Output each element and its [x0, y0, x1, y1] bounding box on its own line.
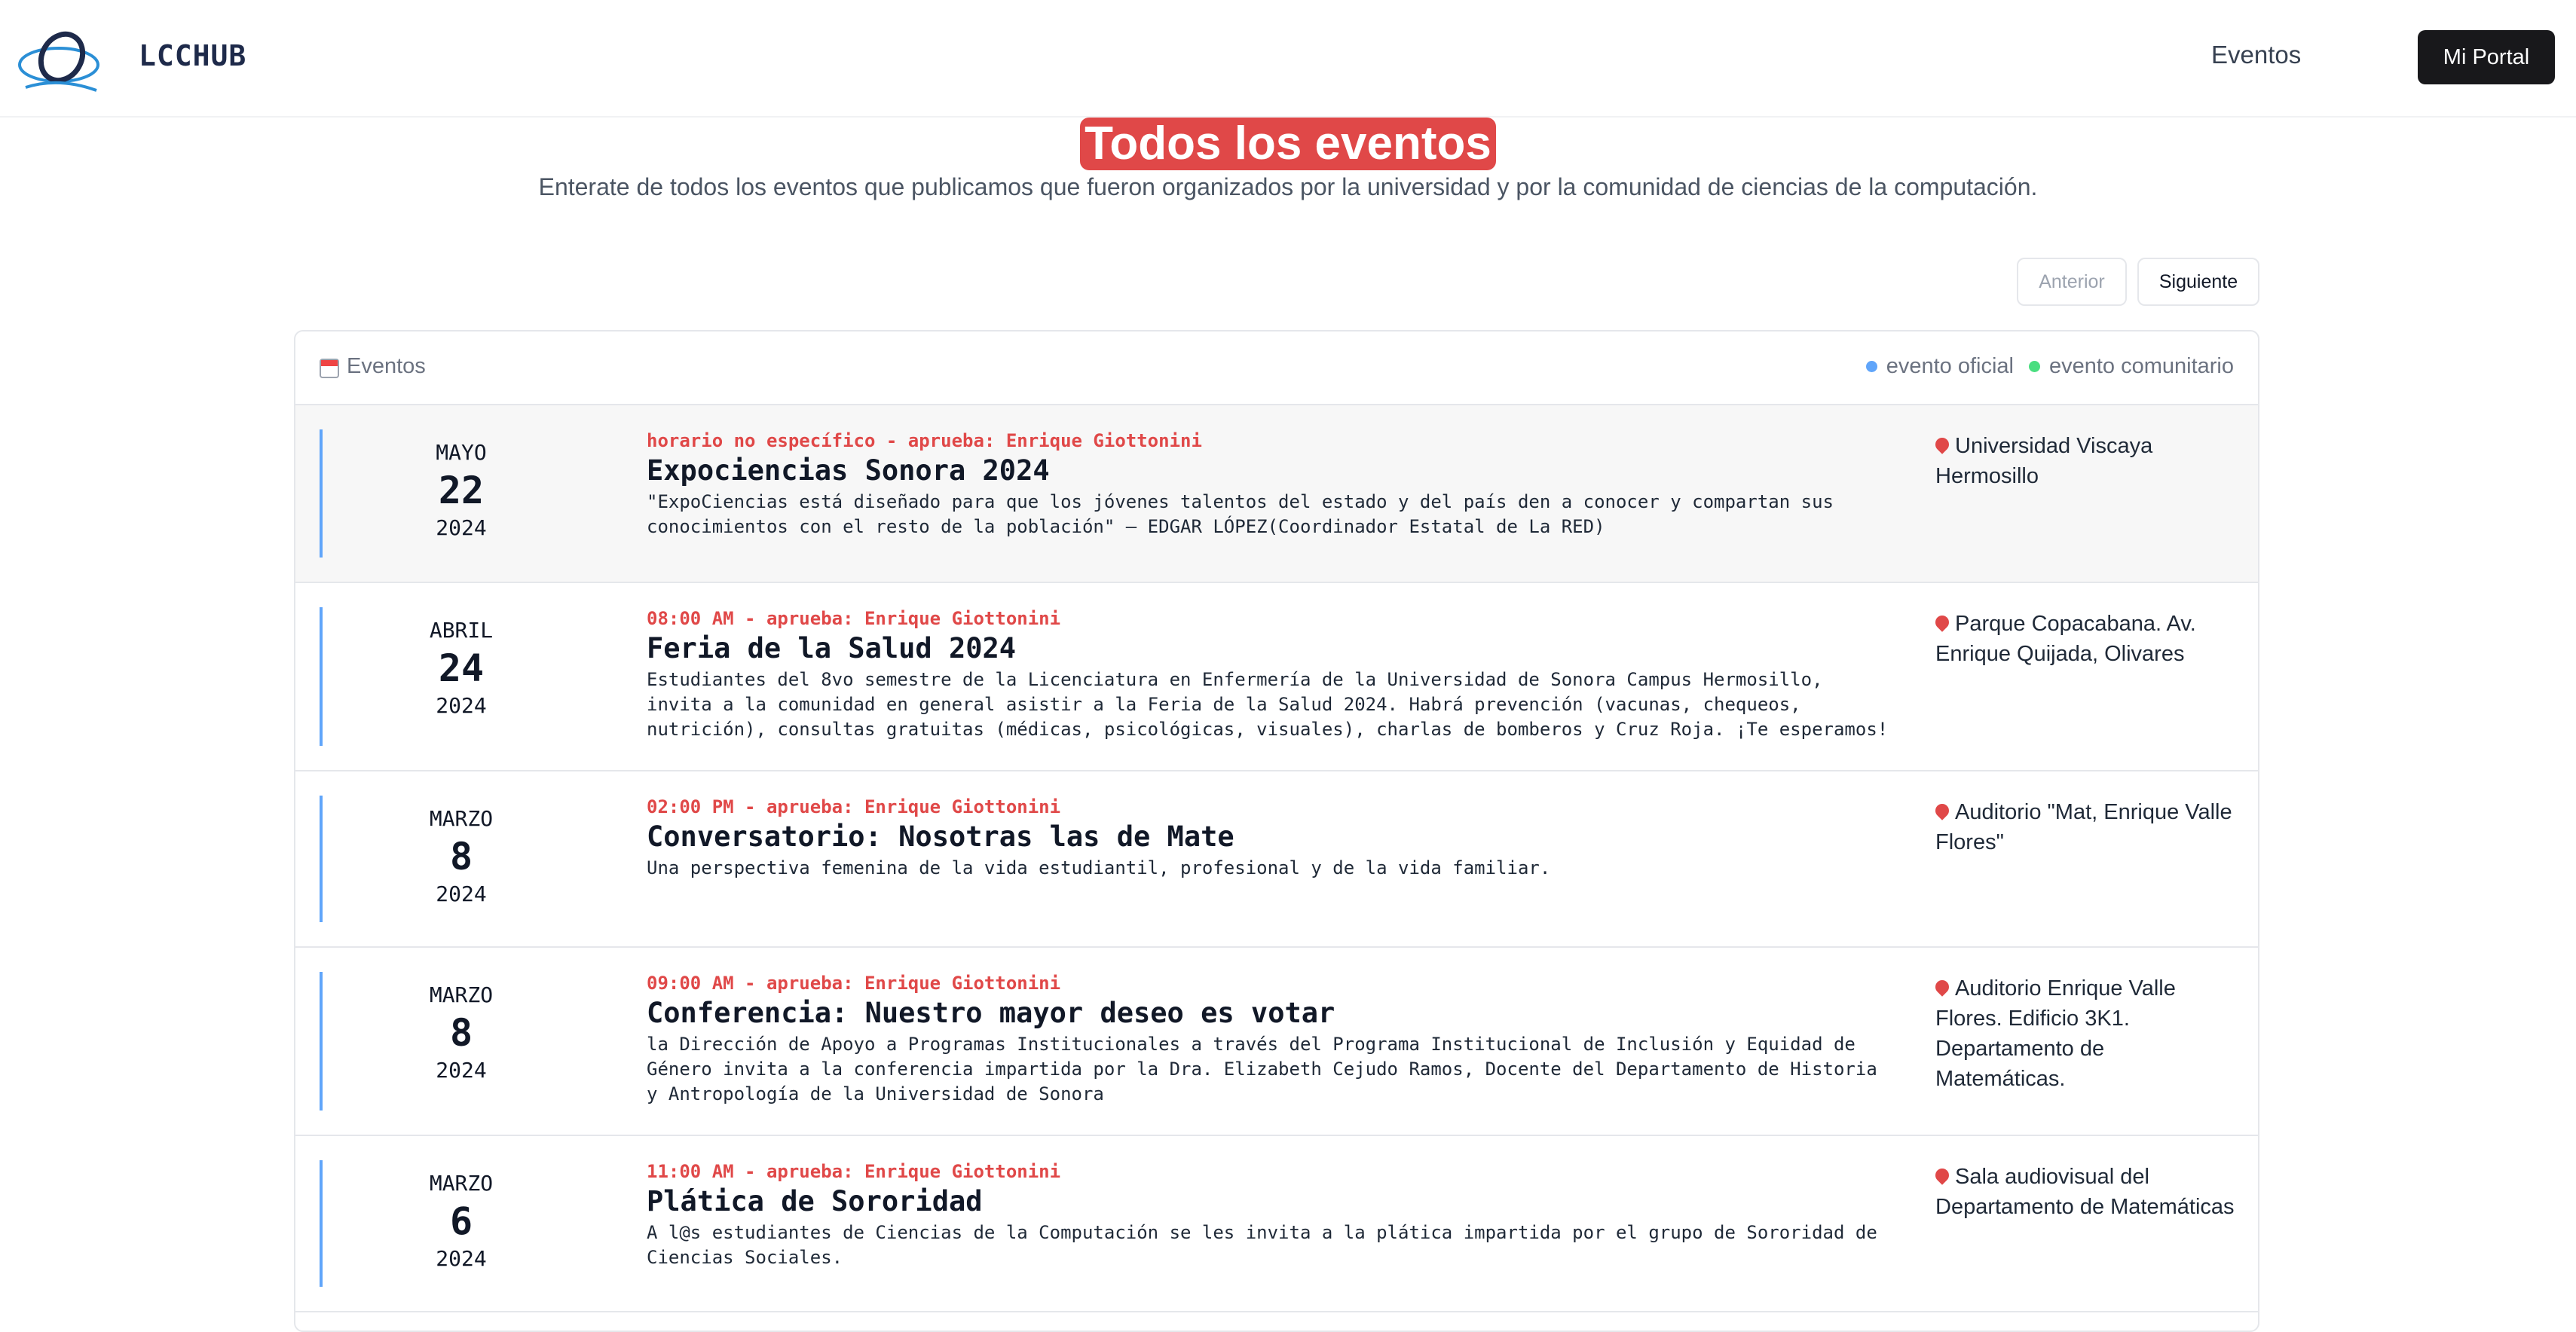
- event-month: MARZO: [429, 1171, 494, 1196]
- event-location-text: Parque Copacabana. Av. Enrique Quijada, Olivares: [1935, 612, 2196, 666]
- event-day: 22: [438, 469, 485, 512]
- event-month: ABRIL: [429, 618, 494, 643]
- event-day: 8: [449, 1011, 473, 1055]
- event-location: [1935, 973, 2237, 1094]
- legend-community: [2029, 354, 2234, 379]
- event-date: [348, 806, 574, 907]
- event-type-bar: [320, 1160, 323, 1287]
- event-year: 2024: [436, 515, 487, 540]
- event-location-text: Sala audiovisual del Departamento de Matemáticas: [1935, 1165, 2235, 1219]
- event-type-bar: [320, 972, 323, 1111]
- event-row[interactable]: [295, 405, 2258, 583]
- event-description: "ExpoCiencias está diseñado para que los jóvenes talentos del estado y del país den a conocer y compartan sus conocimientos con el resto de la población" – EDGAR LÓPEZ(Coordinador Estatal de La RED): [647, 491, 1834, 537]
- event-year: 2024: [436, 881, 487, 906]
- event-type-bar: [320, 607, 323, 746]
- event-meta: 09:00 AM - aprueba: Enrique Giottonini: [647, 973, 1061, 994]
- map-pin-icon: [1932, 613, 1951, 631]
- legend-official: [1866, 354, 2014, 379]
- top-navbar: [0, 0, 2576, 118]
- events-list: [295, 405, 2258, 1312]
- event-location-text: Auditorio Enrique Valle Flores. Edificio 3K1. Departamento de Matemáticas.: [1935, 976, 2176, 1091]
- event-year: 2024: [436, 693, 487, 718]
- nav-link-eventos[interactable]: Eventos: [2211, 41, 2302, 69]
- event-day: 8: [449, 835, 473, 878]
- event-row[interactable]: [295, 1136, 2258, 1312]
- event-title[interactable]: Feria de la Salud 2024: [647, 632, 1017, 664]
- brand-name[interactable]: LCCHUB: [139, 39, 247, 72]
- legend-community-label: evento comunitario: [2048, 354, 2234, 378]
- event-date: [348, 440, 574, 541]
- event-row[interactable]: [295, 948, 2258, 1136]
- event-type-bar: [320, 796, 323, 922]
- events-card-title: Eventos: [347, 354, 426, 378]
- map-pin-icon: [1932, 1166, 1951, 1184]
- event-date: [348, 618, 574, 719]
- events-legend: [1851, 354, 2234, 379]
- events-card-header: [295, 331, 2258, 405]
- event-content: [647, 972, 1898, 1107]
- event-content: [647, 1160, 1898, 1270]
- event-meta: horario no específico - aprueba: Enrique Giottonini: [647, 430, 1202, 451]
- event-year: 2024: [436, 1246, 487, 1271]
- page-title: Todos los eventos: [1080, 118, 1496, 170]
- event-title[interactable]: Conversatorio: Nosotras las de Mate: [647, 820, 1234, 853]
- event-row[interactable]: [295, 771, 2258, 948]
- event-month: MAYO: [436, 440, 487, 465]
- next-page-button[interactable]: Siguiente: [2137, 258, 2259, 306]
- event-location: [1935, 797, 2237, 857]
- event-location: [1935, 431, 2237, 491]
- event-description: la Dirección de Apoyo a Programas Institucionales a través del Programa Institucional de Inclusión y Equidad de Género invita a la conferencia impartida por la Dra. Elizabeth Cejudo Ramos, Docente del Departamento de Historia y Antropología de la Universidad de Sonora: [647, 1034, 1877, 1104]
- events-card: [294, 330, 2259, 1332]
- event-description: Una perspectiva femenina de la vida estudiantil, profesional y de la vida familiar.: [647, 857, 1551, 878]
- event-day: 6: [449, 1199, 473, 1243]
- event-title[interactable]: Conferencia: Nuestro mayor deseo es votar: [647, 997, 1335, 1029]
- map-pin-icon: [1932, 435, 1951, 454]
- event-description: A l@s estudiantes de Ciencias de la Computación se les invita a la plática impartida por el grupo de Sororidad de Ciencias Sociales.: [647, 1222, 1877, 1268]
- page-subtitle: Enterate de todos los eventos que publicamos que fueron organizados por la universidad y por la comunidad de ciencias de la computación.: [538, 173, 2038, 200]
- lcchub-logo[interactable]: [15, 23, 102, 95]
- mi-portal-button[interactable]: Mi Portal: [2418, 30, 2555, 84]
- event-location: [1935, 1162, 2237, 1222]
- event-month: MARZO: [429, 806, 494, 831]
- event-row[interactable]: [295, 583, 2258, 771]
- event-month: MARZO: [429, 982, 494, 1007]
- event-day: 24: [438, 646, 485, 690]
- community-dot-icon: [2029, 361, 2040, 372]
- event-meta: 08:00 AM - aprueba: Enrique Giottonini: [647, 608, 1061, 629]
- map-pin-icon: [1932, 801, 1951, 820]
- event-meta: 11:00 AM - aprueba: Enrique Giottonini: [647, 1161, 1061, 1182]
- event-description: Estudiantes del 8vo semestre de la Licenciatura en Enfermería de la Universidad de Sonora Campus Hermosillo, invita a la comunidad en general asistir a la Feria de la Salud 2024. Habrá prevención (vacunas, chequeos, nutrición), consultas gratuitas (médicas, psicológicas, visuales), charlas de bomberos y Cruz Roja. ¡Te esperamos!: [647, 669, 1889, 740]
- event-content: [647, 796, 1898, 881]
- page-title-wrap: [0, 118, 2576, 170]
- event-title[interactable]: Expociencias Sonora 2024: [647, 454, 1050, 487]
- event-location-text: Auditorio "Mat, Enrique Valle Flores": [1935, 800, 2232, 854]
- official-dot-icon: [1866, 361, 1877, 372]
- event-type-bar: [320, 429, 323, 558]
- event-date: [348, 1171, 574, 1272]
- event-content: [647, 607, 1898, 742]
- event-meta: 02:00 PM - aprueba: Enrique Giottonini: [647, 796, 1061, 817]
- legend-official-label: evento oficial: [1886, 354, 2014, 378]
- event-title[interactable]: Plática de Sororidad: [647, 1185, 983, 1217]
- event-content: [647, 429, 1898, 539]
- event-location: [1935, 609, 2237, 669]
- event-location-text: Universidad Viscaya Hermosillo: [1935, 434, 2153, 488]
- map-pin-icon: [1932, 977, 1951, 996]
- previous-page-button[interactable]: Anterior: [2017, 258, 2127, 306]
- calendar-icon: [320, 359, 339, 378]
- event-year: 2024: [436, 1058, 487, 1083]
- event-date: [348, 982, 574, 1083]
